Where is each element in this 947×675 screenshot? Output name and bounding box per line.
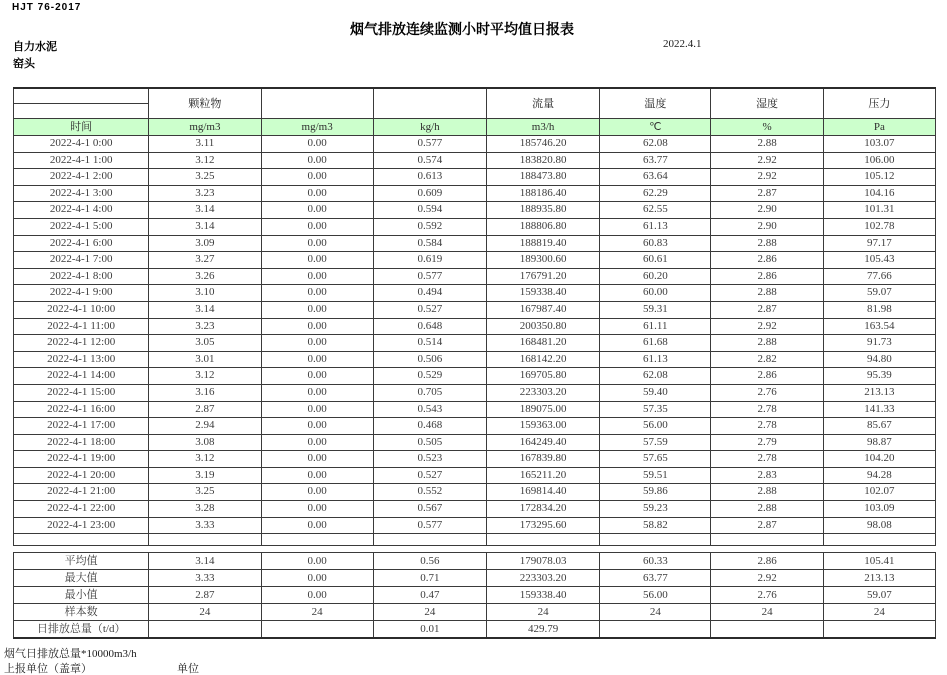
value-cell: 105.41: [823, 553, 935, 570]
row-label-cell: 2022-4-1 0:00: [14, 136, 149, 153]
table-row: [14, 301, 936, 318]
value-cell: 0.00: [261, 318, 373, 335]
value-cell: 57.35: [600, 401, 711, 418]
value-cell: 103.07: [823, 136, 935, 153]
value-cell: 2.92: [711, 318, 823, 335]
value-cell: 223303.20: [486, 384, 599, 401]
value-cell: 0.00: [261, 368, 373, 385]
value-cell: 3.16: [149, 384, 261, 401]
value-cell: 2.86: [711, 553, 823, 570]
table-row: [14, 285, 936, 302]
value-cell: 95.39: [823, 368, 935, 385]
row-label-cell: 2022-4-1 3:00: [14, 185, 149, 202]
value-cell: 169705.80: [486, 368, 599, 385]
value-cell: 213.13: [823, 570, 935, 587]
value-cell: 59.07: [823, 285, 935, 302]
value-cell: 0.574: [373, 152, 486, 169]
value-cell: 3.14: [149, 202, 261, 219]
col-header-particulate: 颗粒物: [149, 88, 261, 119]
value-cell: 0.577: [373, 136, 486, 153]
value-cell: 0.71: [373, 570, 486, 587]
value-cell: 63.64: [600, 169, 711, 186]
value-cell: 0.648: [373, 318, 486, 335]
row-label-cell: 2022-4-1 18:00: [14, 434, 149, 451]
value-cell: 3.14: [149, 218, 261, 235]
footer-reporting-unit-label: 上报单位（盖章）: [4, 663, 92, 675]
value-cell: 2.78: [711, 451, 823, 468]
value-cell: 0.00: [261, 384, 373, 401]
value-cell: 24: [600, 604, 711, 621]
value-cell: 200350.80: [486, 318, 599, 335]
value-cell: 104.16: [823, 185, 935, 202]
table-row: [14, 467, 936, 484]
value-cell: 0.00: [261, 268, 373, 285]
value-cell: 223303.20: [486, 570, 599, 587]
value-cell: 0.00: [261, 501, 373, 518]
table-row: [14, 484, 936, 501]
value-cell: 0.567: [373, 501, 486, 518]
value-cell: 0.619: [373, 252, 486, 269]
value-cell: 62.29: [600, 185, 711, 202]
unit-cell: kg/h: [373, 119, 486, 136]
row-label-cell: 日排放总量（t/d）: [14, 621, 149, 639]
value-cell: 24: [373, 604, 486, 621]
unit-cell: m3/h: [486, 119, 599, 136]
value-cell: 168142.20: [486, 351, 599, 368]
summary-row: [14, 553, 936, 570]
value-cell: [823, 621, 935, 639]
value-cell: 3.33: [149, 517, 261, 534]
value-cell: 0.00: [261, 152, 373, 169]
value-cell: 2.87: [711, 185, 823, 202]
value-cell: 62.08: [600, 136, 711, 153]
row-label-cell: 2022-4-1 9:00: [14, 285, 149, 302]
report-table: [13, 87, 936, 546]
value-cell: 85.67: [823, 418, 935, 435]
value-cell: 167987.40: [486, 301, 599, 318]
value-cell: 141.33: [823, 401, 935, 418]
value-cell: 188806.80: [486, 218, 599, 235]
value-cell: 59.40: [600, 384, 711, 401]
value-cell: 0.577: [373, 268, 486, 285]
unit-cell: mg/m3: [149, 119, 261, 136]
row-label-cell: 2022-4-1 1:00: [14, 152, 149, 169]
value-cell: 2.79: [711, 434, 823, 451]
value-cell: 188935.80: [486, 202, 599, 219]
page-title: 烟气排放连续监测小时平均值日报表: [350, 21, 574, 37]
value-cell: 185746.20: [486, 136, 599, 153]
row-label-cell: 2022-4-1 22:00: [14, 501, 149, 518]
value-cell: 0.00: [261, 285, 373, 302]
value-cell: 24: [823, 604, 935, 621]
table-row: [14, 434, 936, 451]
table-row: [14, 384, 936, 401]
value-cell: 2.78: [711, 401, 823, 418]
row-label-cell: 样本数: [14, 604, 149, 621]
table-row: [14, 169, 936, 186]
value-cell: 3.12: [149, 368, 261, 385]
value-cell: 0.01: [373, 621, 486, 639]
value-cell: 24: [149, 604, 261, 621]
table-row: [14, 185, 936, 202]
value-cell: 81.98: [823, 301, 935, 318]
value-cell: 2.92: [711, 152, 823, 169]
value-cell: 176791.20: [486, 268, 599, 285]
value-cell: 0.00: [261, 553, 373, 570]
value-cell: 57.65: [600, 451, 711, 468]
value-cell: 3.05: [149, 335, 261, 352]
row-label-cell: 2022-4-1 6:00: [14, 235, 149, 252]
table-row: [14, 202, 936, 219]
value-cell: 60.20: [600, 268, 711, 285]
value-cell: 61.13: [600, 351, 711, 368]
table-row: [14, 501, 936, 518]
value-cell: 24: [261, 604, 373, 621]
value-cell: 61.13: [600, 218, 711, 235]
value-cell: 2.87: [711, 517, 823, 534]
row-label-cell: 2022-4-1 15:00: [14, 384, 149, 401]
value-cell: 0.00: [261, 252, 373, 269]
value-cell: 173295.60: [486, 517, 599, 534]
table-row: [14, 318, 936, 335]
value-cell: 189300.60: [486, 252, 599, 269]
value-cell: [149, 621, 261, 639]
value-cell: 94.80: [823, 351, 935, 368]
row-label-cell: 2022-4-1 7:00: [14, 252, 149, 269]
time-header-cell: 时间: [14, 119, 149, 136]
value-cell: 183820.80: [486, 152, 599, 169]
table-row: [14, 517, 936, 534]
value-cell: 2.92: [711, 570, 823, 587]
value-cell: 169814.40: [486, 484, 599, 501]
value-cell: 94.28: [823, 467, 935, 484]
table-row: [14, 335, 936, 352]
value-cell: 3.25: [149, 169, 261, 186]
table-row: [14, 218, 936, 235]
value-cell: 2.86: [711, 252, 823, 269]
col-header-blank-2: [373, 88, 486, 119]
value-cell: 3.12: [149, 451, 261, 468]
value-cell: 98.08: [823, 517, 935, 534]
value-cell: 24: [711, 604, 823, 621]
row-label-cell: 2022-4-1 8:00: [14, 268, 149, 285]
time-col-spacer-bottom: [14, 104, 149, 119]
value-cell: 0.00: [261, 235, 373, 252]
value-cell: 63.77: [600, 570, 711, 587]
value-cell: 0.00: [261, 136, 373, 153]
row-label-cell: 2022-4-1 12:00: [14, 335, 149, 352]
unit-cell: Pa: [823, 119, 935, 136]
value-cell: 163.54: [823, 318, 935, 335]
value-cell: 0.552: [373, 484, 486, 501]
value-cell: 2.92: [711, 169, 823, 186]
value-cell: 0.584: [373, 235, 486, 252]
value-cell: 0.592: [373, 218, 486, 235]
value-cell: [261, 621, 373, 639]
unit-cell: ℃: [600, 119, 711, 136]
row-label-cell: 2022-4-1 5:00: [14, 218, 149, 235]
row-label-cell: 2022-4-1 2:00: [14, 169, 149, 186]
value-cell: 159338.40: [486, 587, 599, 604]
table-row: [14, 451, 936, 468]
col-header-temperature: 温度: [600, 88, 711, 119]
value-cell: 3.14: [149, 553, 261, 570]
value-cell: 3.23: [149, 185, 261, 202]
value-cell: 0.00: [261, 434, 373, 451]
value-cell: 0.543: [373, 401, 486, 418]
summary-row: [14, 604, 936, 621]
value-cell: 59.86: [600, 484, 711, 501]
value-cell: 103.09: [823, 501, 935, 518]
value-cell: 0.00: [261, 484, 373, 501]
value-cell: 59.23: [600, 501, 711, 518]
value-cell: 3.23: [149, 318, 261, 335]
row-label-cell: 最小值: [14, 587, 149, 604]
value-cell: 104.20: [823, 451, 935, 468]
value-cell: 0.523: [373, 451, 486, 468]
value-cell: 0.527: [373, 467, 486, 484]
value-cell: 0.00: [261, 169, 373, 186]
units-header-row: [14, 119, 936, 136]
value-cell: 2.88: [711, 335, 823, 352]
value-cell: 2.88: [711, 235, 823, 252]
summary-row: [14, 621, 936, 639]
row-label-cell: 2022-4-1 4:00: [14, 202, 149, 219]
value-cell: 2.94: [149, 418, 261, 435]
value-cell: 0.00: [261, 451, 373, 468]
value-cell: 24: [486, 604, 599, 621]
value-cell: 0.514: [373, 335, 486, 352]
value-cell: [711, 621, 823, 639]
col-header-blank-1: [261, 88, 373, 119]
row-label-cell: 2022-4-1 10:00: [14, 301, 149, 318]
value-cell: [600, 621, 711, 639]
value-cell: 167839.80: [486, 451, 599, 468]
value-cell: 0.00: [261, 185, 373, 202]
table-row: [14, 268, 936, 285]
value-cell: 2.87: [711, 301, 823, 318]
value-cell: 3.28: [149, 501, 261, 518]
row-label-cell: 2022-4-1 19:00: [14, 451, 149, 468]
value-cell: 3.08: [149, 434, 261, 451]
value-cell: 0.00: [261, 467, 373, 484]
value-cell: 2.82: [711, 351, 823, 368]
value-cell: 0.00: [261, 202, 373, 219]
value-cell: 188819.40: [486, 235, 599, 252]
value-cell: 56.00: [600, 418, 711, 435]
value-cell: 105.43: [823, 252, 935, 269]
value-cell: 0.00: [261, 335, 373, 352]
value-cell: 3.14: [149, 301, 261, 318]
table-row: [14, 351, 936, 368]
table-header: [14, 88, 936, 136]
row-label-cell: 2022-4-1 21:00: [14, 484, 149, 501]
value-cell: 97.17: [823, 235, 935, 252]
summary-row: [14, 570, 936, 587]
monitor-point-name: 窑头: [13, 58, 35, 70]
value-cell: 3.26: [149, 268, 261, 285]
value-cell: 61.68: [600, 335, 711, 352]
value-cell: 188473.80: [486, 169, 599, 186]
table-row: [14, 401, 936, 418]
value-cell: 0.56: [373, 553, 486, 570]
row-label-cell: 最大值: [14, 570, 149, 587]
value-cell: 3.27: [149, 252, 261, 269]
value-cell: 60.00: [600, 285, 711, 302]
value-cell: 0.47: [373, 587, 486, 604]
value-cell: 98.87: [823, 434, 935, 451]
value-cell: 429.79: [486, 621, 599, 639]
value-cell: 165211.20: [486, 467, 599, 484]
col-header-pressure: 压力: [823, 88, 935, 119]
value-cell: 3.19: [149, 467, 261, 484]
value-cell: 61.11: [600, 318, 711, 335]
value-cell: 102.07: [823, 484, 935, 501]
value-cell: 57.59: [600, 434, 711, 451]
value-cell: 59.31: [600, 301, 711, 318]
table-row: [14, 368, 936, 385]
col-header-humidity: 湿度: [711, 88, 823, 119]
value-cell: 189075.00: [486, 401, 599, 418]
value-cell: 58.82: [600, 517, 711, 534]
table-row: [14, 418, 936, 435]
value-cell: 188186.40: [486, 185, 599, 202]
value-cell: 213.13: [823, 384, 935, 401]
data-rows: [14, 136, 936, 534]
value-cell: 0.613: [373, 169, 486, 186]
row-label-cell: 2022-4-1 23:00: [14, 517, 149, 534]
value-cell: 0.00: [261, 218, 373, 235]
value-cell: 0.468: [373, 418, 486, 435]
value-cell: 2.88: [711, 501, 823, 518]
unit-cell: mg/m3: [261, 119, 373, 136]
footer-unit-label: 单位: [177, 663, 199, 675]
table-row: [14, 136, 936, 153]
value-cell: 0.527: [373, 301, 486, 318]
value-cell: 2.90: [711, 218, 823, 235]
row-label-cell: 2022-4-1 11:00: [14, 318, 149, 335]
row-label-cell: 2022-4-1 14:00: [14, 368, 149, 385]
value-cell: 0.00: [261, 517, 373, 534]
value-cell: 106.00: [823, 152, 935, 169]
value-cell: 101.31: [823, 202, 935, 219]
group-header-row: [14, 88, 936, 104]
value-cell: 0.00: [261, 351, 373, 368]
doc-code: HJT 76-2017: [12, 2, 82, 13]
value-cell: 60.83: [600, 235, 711, 252]
value-cell: 3.10: [149, 285, 261, 302]
value-cell: 3.09: [149, 235, 261, 252]
value-cell: 102.78: [823, 218, 935, 235]
value-cell: 2.83: [711, 467, 823, 484]
value-cell: 2.86: [711, 368, 823, 385]
value-cell: 0.00: [261, 301, 373, 318]
value-cell: 56.00: [600, 587, 711, 604]
value-cell: 0.609: [373, 185, 486, 202]
value-cell: 59.51: [600, 467, 711, 484]
value-cell: 2.88: [711, 285, 823, 302]
value-cell: 3.11: [149, 136, 261, 153]
value-cell: 2.88: [711, 484, 823, 501]
value-cell: 3.25: [149, 484, 261, 501]
value-cell: 0.00: [261, 418, 373, 435]
summary-rows: [14, 553, 936, 639]
value-cell: 77.66: [823, 268, 935, 285]
report-date: 2022.4.1: [663, 38, 702, 50]
value-cell: 3.12: [149, 152, 261, 169]
value-cell: 91.73: [823, 335, 935, 352]
value-cell: 0.505: [373, 434, 486, 451]
value-cell: 2.87: [149, 401, 261, 418]
value-cell: 62.55: [600, 202, 711, 219]
row-label-cell: 2022-4-1 13:00: [14, 351, 149, 368]
value-cell: 159338.40: [486, 285, 599, 302]
value-cell: 168481.20: [486, 335, 599, 352]
table-row: [14, 235, 936, 252]
value-cell: 0.00: [261, 570, 373, 587]
value-cell: 2.76: [711, 587, 823, 604]
value-cell: 2.86: [711, 268, 823, 285]
footer-note-total-emission: 烟气日排放总量*10000m3/h: [4, 648, 137, 660]
table-row: [14, 152, 936, 169]
value-cell: 0.506: [373, 351, 486, 368]
value-cell: 0.00: [261, 587, 373, 604]
value-cell: 2.90: [711, 202, 823, 219]
value-cell: 172834.20: [486, 501, 599, 518]
value-cell: 2.78: [711, 418, 823, 435]
summary-table: [13, 552, 936, 639]
value-cell: 0.594: [373, 202, 486, 219]
value-cell: 159363.00: [486, 418, 599, 435]
value-cell: 60.61: [600, 252, 711, 269]
value-cell: 3.01: [149, 351, 261, 368]
value-cell: 62.08: [600, 368, 711, 385]
table-row: [14, 252, 936, 269]
value-cell: 179078.03: [486, 553, 599, 570]
value-cell: 63.77: [600, 152, 711, 169]
value-cell: 0.577: [373, 517, 486, 534]
value-cell: 2.87: [149, 587, 261, 604]
value-cell: 0.529: [373, 368, 486, 385]
value-cell: 3.33: [149, 570, 261, 587]
value-cell: 59.07: [823, 587, 935, 604]
value-cell: 105.12: [823, 169, 935, 186]
value-cell: 2.76: [711, 384, 823, 401]
empty-row: [14, 534, 936, 546]
col-header-flow: 流量: [486, 88, 599, 119]
time-col-spacer-top: [14, 88, 149, 104]
value-cell: 0.494: [373, 285, 486, 302]
unit-cell: %: [711, 119, 823, 136]
summary-row: [14, 587, 936, 604]
company-name: 自力水泥: [13, 41, 57, 53]
value-cell: 0.705: [373, 384, 486, 401]
row-label-cell: 2022-4-1 17:00: [14, 418, 149, 435]
value-cell: 2.88: [711, 136, 823, 153]
trailing-empty-row-body: [14, 534, 936, 546]
value-cell: 0.00: [261, 401, 373, 418]
row-label-cell: 平均值: [14, 553, 149, 570]
row-label-cell: 2022-4-1 16:00: [14, 401, 149, 418]
value-cell: 164249.40: [486, 434, 599, 451]
value-cell: 60.33: [600, 553, 711, 570]
row-label-cell: 2022-4-1 20:00: [14, 467, 149, 484]
